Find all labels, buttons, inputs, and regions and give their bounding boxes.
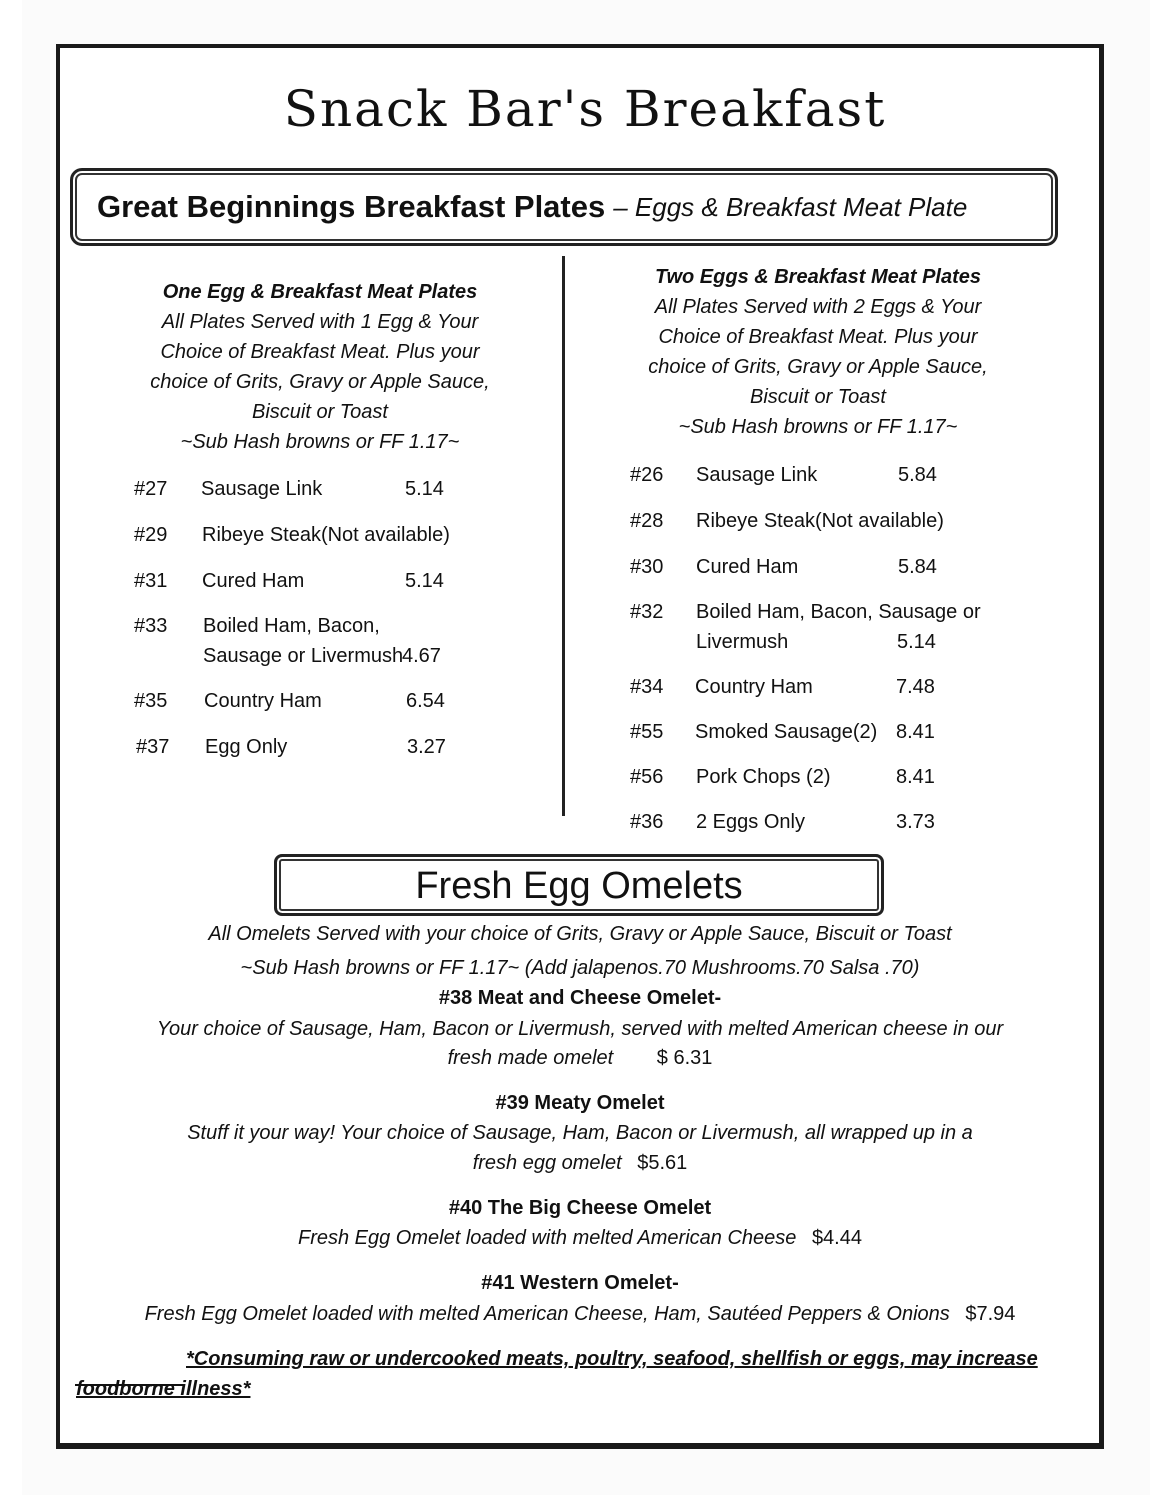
right-desc-line: ~Sub Hash browns or FF 1.17~ bbox=[678, 416, 958, 438]
item-number: #31 bbox=[134, 570, 168, 592]
omelet-desc-line bbox=[60, 1043, 1100, 1073]
right-heading: Two Eggs & Breakfast Meat Plates bbox=[654, 266, 982, 288]
item-name: Sausage Link bbox=[201, 478, 323, 500]
item-number: #30 bbox=[630, 556, 664, 578]
omelet-title: #38 Meat and Cheese Omelet- bbox=[438, 987, 722, 1009]
right-column-header bbox=[618, 262, 1018, 442]
item-name: 2 Eggs Only bbox=[696, 811, 805, 833]
item-name: Smoked Sausage(2) bbox=[695, 721, 878, 743]
omelet-title: #40 The Big Cheese Omelet bbox=[448, 1197, 712, 1219]
omelet-desc-line bbox=[60, 1148, 1100, 1178]
item-number: #29 bbox=[134, 524, 168, 546]
banner-title: Great Beginnings Breakfast Plates bbox=[97, 189, 606, 224]
left-desc-line: ~Sub Hash browns or FF 1.17~ bbox=[180, 431, 460, 453]
left-desc-line: Choice of Breakfast Meat. Plus your bbox=[160, 341, 480, 363]
item-number: #56 bbox=[630, 766, 664, 788]
left-heading: One Egg & Breakfast Meat Plates bbox=[162, 281, 478, 303]
item-name: Boiled Ham, Bacon, Sausage or bbox=[696, 601, 981, 623]
item-name-cont: Sausage or Livermush bbox=[203, 645, 404, 667]
omelet-price: $5.61 bbox=[637, 1152, 688, 1174]
left-desc-line: Biscuit or Toast bbox=[252, 401, 388, 423]
omelet-desc: Stuff it your way! Your choice of Sausage, Ham, Bacon or Livermush, all wrapped up in a bbox=[187, 1122, 973, 1144]
item-price: 5.84 bbox=[898, 556, 937, 578]
left-column-header bbox=[120, 277, 520, 457]
right-desc-line: Biscuit or Toast bbox=[750, 386, 886, 408]
item-name: Pork Chops (2) bbox=[696, 766, 831, 788]
item-price: 7.48 bbox=[896, 676, 935, 698]
warning-line2: foodborne illness* bbox=[76, 1378, 251, 1400]
omelet-desc: Fresh Egg Omelet loaded with melted American Cheese, Ham, Sautéed Peppers & Onions bbox=[144, 1303, 950, 1325]
right-desc-line: Choice of Breakfast Meat. Plus your bbox=[658, 326, 978, 348]
item-name: Country Ham bbox=[204, 690, 322, 712]
left-desc-line: All Plates Served with 1 Egg & Your bbox=[161, 311, 479, 333]
omelet-price: $4.44 bbox=[811, 1227, 862, 1249]
omelet-desc-line bbox=[60, 1223, 1100, 1253]
item-price: 3.27 bbox=[407, 736, 446, 758]
omelet-price: $7.94 bbox=[965, 1303, 1016, 1325]
omelet-title: #39 Meaty Omelet bbox=[495, 1092, 665, 1114]
item-number: #26 bbox=[630, 464, 664, 486]
item-number: #34 bbox=[630, 676, 664, 698]
item-name: Sausage Link bbox=[696, 464, 818, 486]
section-banner-breakfast-plates bbox=[70, 168, 1058, 246]
item-name-cont: Livermush bbox=[696, 631, 789, 653]
item-price: 5.14 bbox=[405, 570, 444, 592]
item-number: #55 bbox=[630, 721, 664, 743]
item-price: 5.84 bbox=[898, 464, 937, 486]
item-number: #28 bbox=[630, 510, 664, 532]
item-number: #32 bbox=[630, 601, 664, 623]
omelet-title: #41 Western Omelet- bbox=[481, 1272, 679, 1294]
omelet-desc: Your choice of Sausage, Ham, Bacon or Livermush, served with melted American cheese in our bbox=[156, 1018, 1004, 1040]
column-divider bbox=[562, 256, 565, 816]
omelets-subs: ~Sub Hash browns or FF 1.17~ (Add jalapenos.70 Mushrooms.70 Salsa .70) bbox=[240, 957, 920, 979]
item-name: Boiled Ham, Bacon, bbox=[203, 615, 380, 637]
item-price: 8.41 bbox=[896, 766, 935, 788]
omelets-heading: Fresh Egg Omelets bbox=[415, 865, 743, 907]
left-desc-line: choice of Grits, Gravy or Apple Sauce, bbox=[150, 371, 490, 393]
item-name: Ribeye Steak(Not available) bbox=[202, 524, 450, 546]
item-number: #36 bbox=[630, 811, 664, 833]
item-name: Country Ham bbox=[695, 676, 813, 698]
item-name: Ribeye Steak(Not available) bbox=[696, 510, 944, 532]
item-price: 6.54 bbox=[406, 690, 445, 712]
item-price: 8.41 bbox=[896, 721, 935, 743]
omelet-desc-line bbox=[60, 1299, 1100, 1329]
item-price: 4.67 bbox=[402, 645, 441, 667]
omelet-desc-cont: fresh egg omelet bbox=[472, 1152, 622, 1174]
item-name: Cured Ham bbox=[696, 556, 799, 578]
omelets-intro: All Omelets Served with your choice of Grits, Gravy or Apple Sauce, Biscuit or Toast bbox=[208, 923, 952, 945]
item-price: 5.14 bbox=[405, 478, 444, 500]
item-number: #27 bbox=[134, 478, 168, 500]
item-number: #35 bbox=[134, 690, 168, 712]
right-desc-line: choice of Grits, Gravy or Apple Sauce, bbox=[648, 356, 988, 378]
item-number: #33 bbox=[134, 615, 168, 637]
item-name: Egg Only bbox=[205, 736, 288, 758]
right-desc-line: All Plates Served with 2 Eggs & Your bbox=[654, 296, 982, 318]
item-price: 5.14 bbox=[897, 631, 936, 653]
omelet-price: $ 6.31 bbox=[656, 1047, 713, 1069]
omelet-desc-cont: fresh made omelet bbox=[447, 1047, 614, 1069]
item-name: Cured Ham bbox=[202, 570, 305, 592]
warning-line1: *Consuming raw or undercooked meats, poultry, seafood, shellfish or eggs, may increase bbox=[186, 1348, 1038, 1370]
omelet-desc: Fresh Egg Omelet loaded with melted American Cheese bbox=[297, 1227, 797, 1249]
banner-subtitle: – Eggs & Breakfast Meat Plate bbox=[613, 191, 968, 222]
item-number: #37 bbox=[136, 736, 170, 758]
section-banner-omelets bbox=[274, 854, 884, 916]
item-price: 3.73 bbox=[896, 811, 935, 833]
page-title: Snack Bar's Breakfast bbox=[283, 80, 887, 138]
